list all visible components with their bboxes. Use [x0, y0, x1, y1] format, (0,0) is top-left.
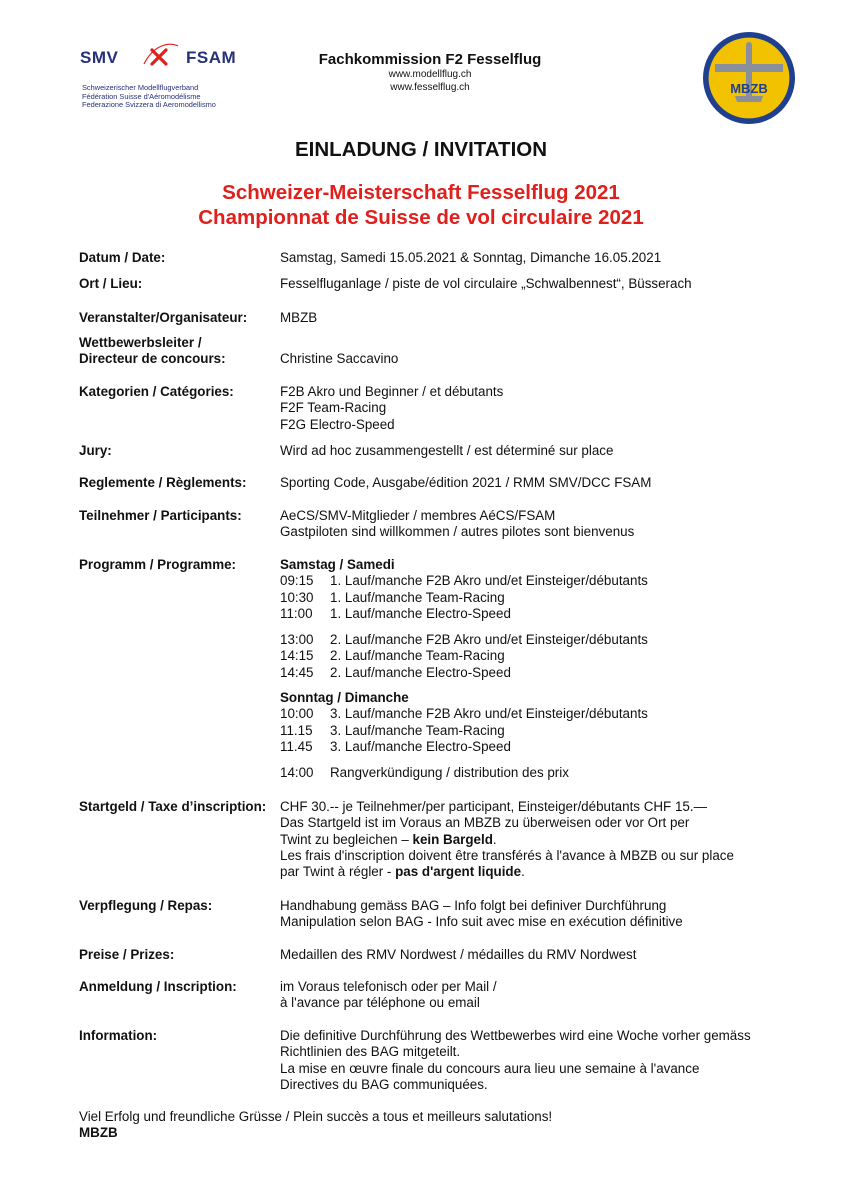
- value-information-3: La mise en œuvre finale du concours aura lieu une semaine à l'avance: [280, 1060, 700, 1076]
- airplane-cross-icon: [140, 40, 180, 72]
- schedule-time: 14:15: [280, 648, 314, 664]
- schedule-time: 10:00: [280, 706, 314, 722]
- smv-line-3: Federazione Svizzera di Aeromodellismo: [82, 100, 216, 110]
- schedule-text: 3. Lauf/manche Electro-Speed: [330, 738, 511, 754]
- label-ort: Ort / Lieu:: [79, 276, 143, 291]
- schedule-item: [280, 590, 800, 606]
- startgeld-line-4: Les frais d'inscription doivent être transférés à l'avance à MBZB ou sur place: [280, 847, 734, 863]
- schedule-item: [280, 723, 800, 739]
- label-veranstalter: Veranstalter/Organisateur:: [79, 310, 248, 325]
- schedule-text: 2. Lauf/manche Electro-Speed: [330, 664, 511, 680]
- value-teilnehmer-2: Gastpiloten sind willkommen / autres pilotes sont bienvenus: [280, 524, 635, 540]
- value-preise: Medaillen des RMV Nordwest / médailles du RMV Nordwest: [280, 947, 637, 962]
- label-startgeld: Startgeld / Taxe d’inscription:: [79, 799, 267, 814]
- value-verpflegung-2: Manipulation selon BAG - Info suit avec mise en exécution définitive: [280, 914, 683, 930]
- value-datum: Samstag, Samedi 15.05.2021 & Sonntag, Dimanche 16.05.2021: [280, 250, 662, 265]
- schedule-item: [280, 573, 800, 589]
- subtitle-fr: Championnat de Suisse de vol circulaire 2021: [198, 206, 644, 229]
- no-cash-de: kein Bargeld: [412, 831, 493, 847]
- schedule-item: [280, 606, 800, 622]
- label-datum: Datum / Date:: [79, 250, 166, 265]
- value-information-2: Richtlinien des BAG mitgeteilt.: [280, 1044, 461, 1060]
- value-information-4: Directives du BAG communiquées.: [280, 1076, 488, 1092]
- value-jury: Wird ad hoc zusammengestellt / est déterminé sur place: [280, 443, 614, 458]
- startgeld-line-5: par Twint à régler - pas d'argent liquide.: [280, 864, 525, 880]
- schedule-time: 11:00: [280, 605, 313, 621]
- schedule-text: 1. Lauf/manche F2B Akro und/et Einsteiger/débutants: [330, 573, 648, 589]
- value-kategorie-f2b: F2B Akro und Beginner / et débutants: [280, 384, 504, 399]
- schedule-item: [280, 648, 800, 664]
- fsam-logo-text: FSAM: [186, 48, 237, 67]
- schedule-text: 2. Lauf/manche Team-Racing: [330, 648, 505, 664]
- value-veranstalter: MBZB: [280, 310, 318, 325]
- schedule-item: [280, 706, 800, 722]
- schedule-time: 09:15: [280, 573, 314, 589]
- label-teilnehmer: Teilnehmer / Participants:: [79, 508, 242, 523]
- smv-line-2: Fédération Suisse d'Aéromodélisme: [82, 91, 201, 101]
- header-title: Fachkommission F2 Fesselflug: [318, 51, 542, 68]
- startgeld-line-1: CHF 30.-- je Teilnehmer/per participant, Einsteiger/débutants CHF 15.—: [280, 799, 707, 814]
- smv-logo-text: SMV: [80, 48, 119, 67]
- smv-fsam-logo: [80, 40, 240, 112]
- schedule-text: 1. Lauf/manche Team-Racing: [330, 589, 505, 605]
- schedule-item-award: [280, 765, 800, 781]
- schedule-time: 10:30: [280, 589, 314, 605]
- value-verpflegung-1: Handhabung gemäss BAG – Info folgt bei definiver Durchführung: [280, 898, 667, 913]
- subtitle-de: Schweizer-Meisterschaft Fesselflug 2021: [222, 181, 620, 204]
- schedule-time: 14:00: [280, 765, 314, 781]
- schedule-text: 3. Lauf/manche Team-Racing: [330, 722, 505, 738]
- value-ort: Fesselfluganlage / piste de vol circulaire „Schwalbennest“, Büsserach: [280, 276, 692, 291]
- closing-greeting: Viel Erfolg und freundliche Grüsse / Plein succès a tous et meilleurs salutations!: [79, 1109, 553, 1124]
- smv-line-1: Schweizerischer Modellflugverband: [82, 83, 199, 92]
- saturday-heading: Samstag / Samedi: [280, 557, 395, 572]
- schedule-time: 11.15: [280, 722, 313, 738]
- page-title: EINLADUNG / INVITATION: [294, 138, 548, 161]
- label-information: Information:: [79, 1028, 158, 1043]
- label-anmeldung: Anmeldung / Inscription:: [79, 979, 237, 994]
- schedule-time: 13:00: [280, 632, 314, 648]
- schedule-time: 11.45: [280, 738, 313, 754]
- startgeld-line-2: Das Startgeld ist im Voraus an MBZB zu überweisen oder vor Ort per: [280, 815, 690, 831]
- url-modellflug: www.modellflug.ch: [388, 69, 472, 80]
- sunday-heading: Sonntag / Dimanche: [280, 690, 409, 706]
- header-center: [250, 51, 610, 94]
- no-cash-fr: pas d'argent liquide: [395, 864, 522, 880]
- url-fesselflug: www.fesselflug.ch: [390, 81, 470, 93]
- label-preise: Preise / Prizes:: [79, 947, 175, 962]
- label-kategorien: Kategorien / Catégories:: [79, 384, 234, 399]
- value-kategorie-f2g: F2G Electro-Speed: [280, 416, 395, 432]
- value-wettbewerbsleiter: Christine Saccavino: [280, 351, 399, 366]
- label-programm: Programm / Programme:: [79, 557, 237, 572]
- label-wettbewerbsleiter-1: Wettbewerbsleiter /: [79, 335, 202, 350]
- schedule-text: 2. Lauf/manche F2B Akro und/et Einsteiger/débutants: [330, 632, 648, 648]
- value-kategorie-f2f: F2F Team-Racing: [280, 400, 387, 416]
- schedule-item: [280, 665, 800, 681]
- schedule-text: 1. Lauf/manche Electro-Speed: [330, 605, 511, 621]
- mbzb-logo-text: MBZB: [730, 81, 768, 96]
- value-anmeldung-1: im Voraus telefonisch oder per Mail /: [280, 979, 497, 994]
- label-verpflegung: Verpflegung / Repas:: [79, 898, 213, 913]
- value-reglemente: Sporting Code, Ausgabe/édition 2021 / RMM SMV/DCC FSAM: [280, 475, 652, 490]
- schedule-item: [280, 632, 800, 648]
- page-subtitle: [0, 180, 842, 230]
- value-information-1: Die definitive Durchführung des Wettbewerbes wird eine Woche vorher gemäss: [280, 1028, 751, 1043]
- closing-signature: MBZB: [79, 1125, 118, 1141]
- value-teilnehmer-1: AeCS/SMV-Mitglieder / membres AéCS/FSAM: [280, 508, 556, 523]
- schedule-time: 14:45: [280, 664, 314, 680]
- schedule-text: Rangverkündigung / distribution des prix: [330, 765, 569, 781]
- schedule-text: 3. Lauf/manche F2B Akro und/et Einsteiger/débutants: [330, 706, 648, 722]
- label-jury: Jury:: [79, 443, 112, 458]
- label-reglemente: Reglemente / Règlements:: [79, 475, 247, 490]
- schedule-item: [280, 739, 800, 755]
- label-wettbewerbsleiter-2: Directeur de concours:: [79, 351, 226, 367]
- closing: [79, 1109, 552, 1142]
- mbzb-logo: [701, 30, 797, 126]
- value-anmeldung-2: à l'avance par téléphone ou email: [280, 995, 480, 1011]
- startgeld-line-3: Twint zu begleichen – kein Bargeld.: [280, 831, 497, 847]
